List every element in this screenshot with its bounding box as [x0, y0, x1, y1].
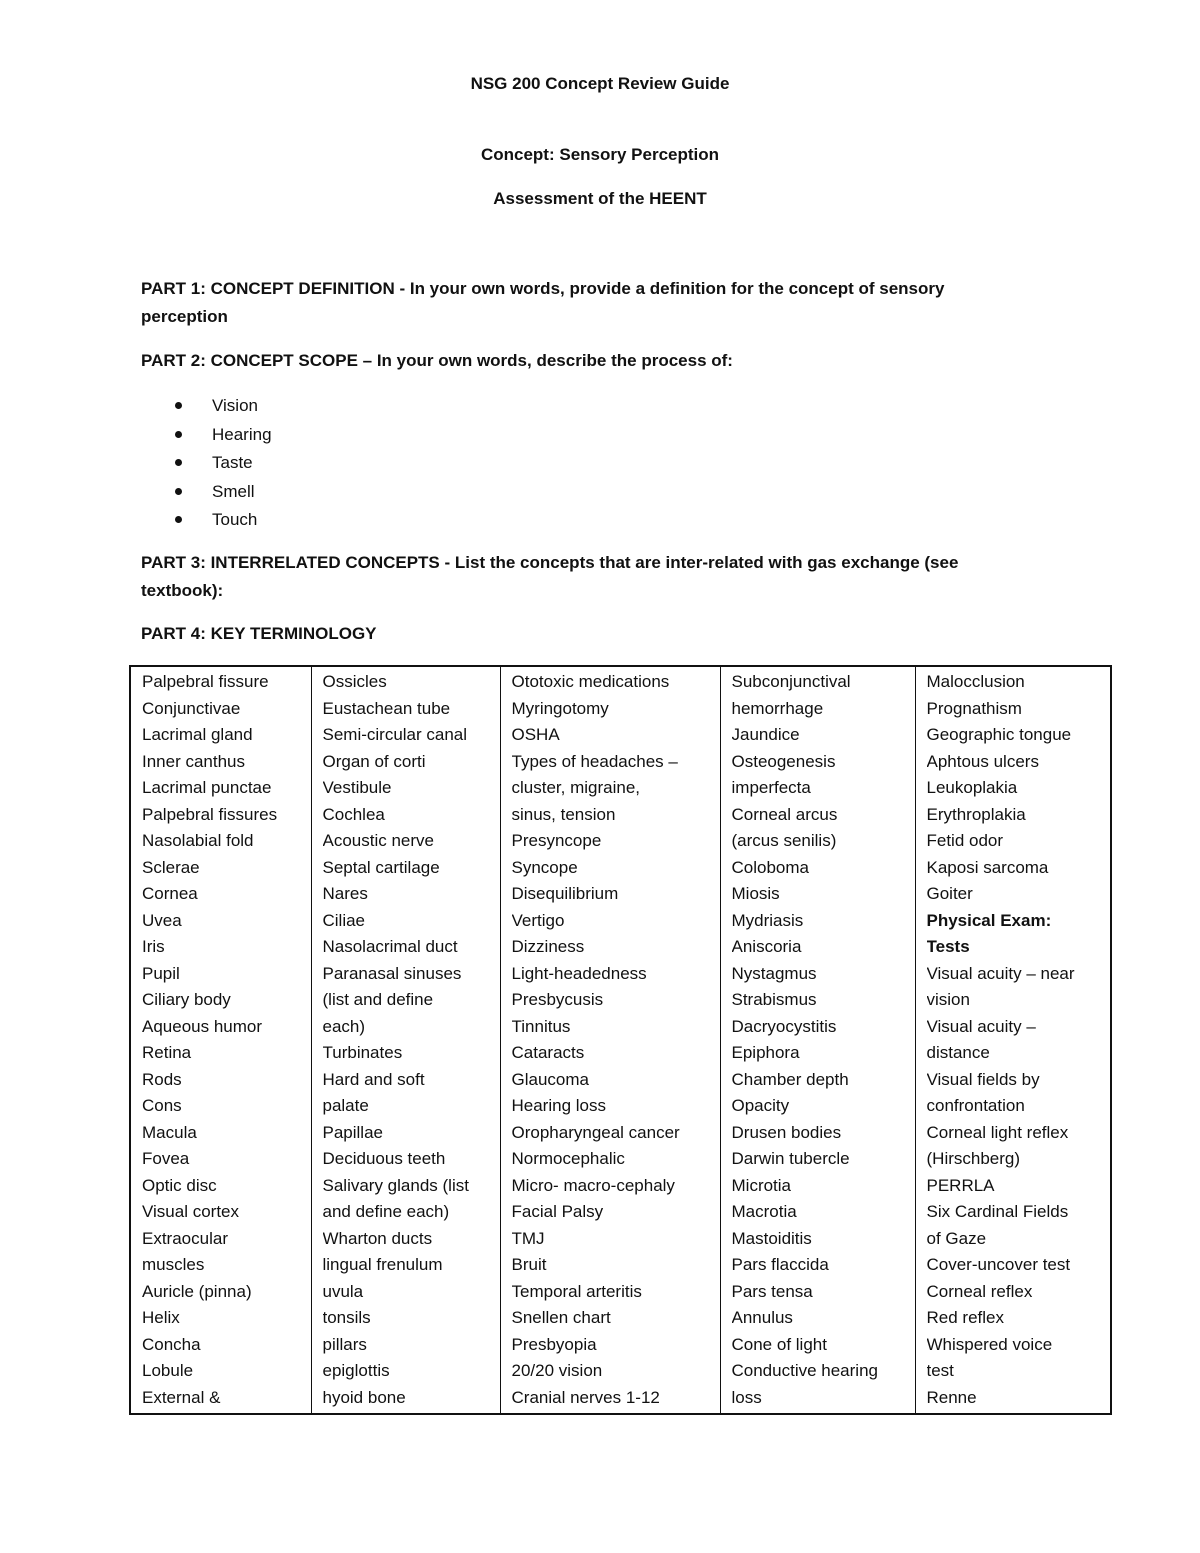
- terminology-column-1: [130, 666, 311, 1414]
- term-item: 20/20 vision: [511, 1361, 603, 1380]
- term-item: Osteogenesis: [731, 751, 836, 771]
- term-item: Vestibule: [322, 778, 392, 797]
- term-item: Myringotomy: [511, 698, 609, 718]
- term-item: Paranasal sinuses: [322, 963, 462, 983]
- term-item: Conjunctivae: [142, 698, 241, 718]
- term-item: Septal cartilage: [322, 857, 440, 877]
- term-item: Conductive hearing: [731, 1361, 878, 1380]
- term-item: Kaposi sarcoma: [926, 857, 1049, 877]
- term-item: Visual acuity – near: [926, 963, 1075, 983]
- bullet-icon: [175, 402, 182, 409]
- list-item: [141, 392, 272, 421]
- list-item-label: Vision: [212, 396, 258, 415]
- term-item: Sclerae: [142, 857, 200, 877]
- part2-heading: PART 2: CONCEPT SCOPE – In your own words, describe the process of:: [141, 351, 733, 370]
- term-item: Turbinates: [322, 1043, 403, 1062]
- term-item: Cataracts: [511, 1043, 585, 1062]
- list-item: [141, 421, 272, 450]
- term-item: Salivary glands (list: [322, 1175, 469, 1195]
- term-item: Cornea: [142, 884, 198, 903]
- term-item: Malocclusion: [926, 672, 1025, 691]
- term-item: Snellen chart: [511, 1308, 611, 1327]
- concept-heading: Concept: Sensory Perception: [480, 145, 720, 164]
- term-item: Coloboma: [731, 857, 809, 877]
- term-item: Nasolabial fold: [142, 831, 254, 850]
- list-item-label: Smell: [212, 481, 255, 501]
- bullet-icon: [175, 459, 182, 466]
- term-item: Light-headedness: [511, 963, 647, 983]
- part3-line1: PART 3: INTERRELATED CONCEPTS - List the concepts that are inter-related with gas exchange (see: [141, 553, 959, 572]
- term-item: Aniscoria: [731, 937, 802, 956]
- terminology-column-3: [500, 666, 720, 1414]
- term-item: tonsils: [322, 1308, 371, 1327]
- term-item: Cone of light: [731, 1334, 827, 1354]
- term-item: Presyncope: [511, 831, 602, 850]
- term-item: PERRLA: [926, 1175, 995, 1195]
- term-item: Iris: [142, 937, 165, 956]
- term-item: and define each): [322, 1202, 450, 1221]
- term-item: OSHA: [511, 725, 560, 744]
- term-item: Micro- macro-cephaly: [511, 1175, 675, 1195]
- part2-bullet-list: [141, 392, 272, 535]
- term-item: Prognathism: [926, 698, 1022, 718]
- term-item: Goiter: [926, 884, 973, 903]
- list-item: [141, 478, 272, 507]
- term-item: Six Cardinal Fields: [926, 1202, 1069, 1221]
- term-item: Subconjunctival: [731, 672, 851, 691]
- term-item: Strabismus: [731, 990, 817, 1009]
- term-item: Nares: [322, 884, 368, 903]
- term-item: Corneal arcus: [731, 804, 838, 824]
- term-item: Papillae: [322, 1122, 383, 1142]
- term-item: Geographic tongue: [926, 725, 1072, 744]
- term-item: Ciliary body: [142, 990, 231, 1009]
- term-item: (list and define: [322, 990, 434, 1009]
- term-item: Semi-circular canal: [322, 725, 468, 744]
- part4-heading: PART 4: KEY TERMINOLOGY: [141, 624, 377, 643]
- term-item: Uvea: [142, 910, 182, 930]
- term-item: Drusen bodies: [731, 1122, 842, 1142]
- term-item: Fovea: [142, 1149, 190, 1168]
- term-item: Cons: [142, 1096, 182, 1115]
- term-item: Facial Palsy: [511, 1202, 604, 1221]
- section-subtitle: Assessment of the HEENT: [493, 189, 707, 208]
- term-item: Palpebral fissures: [142, 804, 278, 824]
- term-item: Aqueous humor: [142, 1016, 263, 1036]
- term-item: lingual frenulum: [322, 1255, 443, 1274]
- term-item: Dacryocystitis: [731, 1016, 837, 1036]
- term-item: Opacity: [731, 1096, 790, 1115]
- term-item: of Gaze: [926, 1228, 987, 1248]
- term-item: Oropharyngeal cancer: [511, 1122, 680, 1142]
- bullet-icon: [175, 516, 182, 523]
- term-item: Dizziness: [511, 937, 585, 956]
- terminology-table: [129, 665, 1112, 1415]
- term-item: Presbycusis: [511, 990, 604, 1009]
- term-item: Corneal reflex: [926, 1281, 1033, 1301]
- part1-line1: PART 1: CONCEPT DEFINITION - In your own words, provide a definition for the concept of sensory: [141, 279, 945, 298]
- term-item: Normocephalic: [511, 1149, 625, 1168]
- term-item: Optic disc: [142, 1175, 217, 1195]
- term-item: palate: [322, 1096, 369, 1115]
- page-title: NSG 200 Concept Review Guide: [470, 74, 730, 93]
- term-item: Presbyopia: [511, 1334, 597, 1354]
- term-item: uvula: [322, 1281, 364, 1301]
- term-item: confrontation: [926, 1096, 1025, 1115]
- terminology-column-5: [915, 666, 1111, 1414]
- term-item: Auricle (pinna): [142, 1281, 252, 1301]
- term-item: Hard and soft: [322, 1069, 425, 1089]
- term-item: Cover-uncover test: [926, 1255, 1071, 1274]
- term-item: test: [926, 1361, 954, 1380]
- term-item: Wharton ducts: [322, 1228, 433, 1248]
- table-row: [130, 666, 1111, 1414]
- term-item: Types of headaches –: [511, 751, 678, 771]
- term-item: Renne: [926, 1387, 977, 1407]
- terminology-column-4: [720, 666, 915, 1414]
- term-item: Jaundice: [731, 725, 800, 744]
- term-item: epiglottis: [322, 1361, 390, 1380]
- term-item: pillars: [322, 1334, 367, 1354]
- term-item: Inner canthus: [142, 751, 246, 771]
- term-item: (Hirschberg): [926, 1149, 1021, 1168]
- part3-line2: textbook):: [141, 581, 224, 600]
- term-item: Tests: [926, 937, 970, 956]
- term-item: Miosis: [731, 884, 780, 903]
- part1-line2: perception: [141, 307, 228, 326]
- term-item: Nystagmus: [731, 963, 817, 983]
- term-item: Leukoplakia: [926, 778, 1018, 797]
- list-item-label: Hearing: [212, 424, 272, 444]
- term-item: Microtia: [731, 1175, 792, 1195]
- term-item: Organ of corti: [322, 751, 426, 771]
- term-item: Pars tensa: [731, 1281, 813, 1301]
- term-item: hemorrhage: [731, 698, 824, 718]
- term-item: Aphtous ulcers: [926, 751, 1039, 771]
- term-item: Ossicles: [322, 672, 387, 691]
- term-item: Helix: [142, 1308, 180, 1327]
- term-item: Ciliae: [322, 910, 366, 930]
- term-item: each): [322, 1016, 366, 1036]
- term-item: Deciduous teeth: [322, 1149, 446, 1168]
- term-item: Lacrimal punctae: [142, 778, 272, 797]
- list-item-label: Taste: [212, 453, 253, 472]
- term-item: Glaucoma: [511, 1069, 589, 1089]
- term-item: Lobule: [142, 1361, 194, 1380]
- term-item: (arcus senilis): [731, 831, 837, 850]
- term-item: Visual cortex: [142, 1202, 240, 1221]
- term-item: Epiphora: [731, 1043, 800, 1062]
- term-item: vision: [926, 990, 970, 1009]
- part3-section: [141, 549, 1041, 605]
- term-item: hyoid bone: [322, 1387, 406, 1407]
- term-item: Hearing loss: [511, 1096, 606, 1115]
- term-item: Lacrimal gland: [142, 725, 253, 744]
- term-item: Corneal light reflex: [926, 1122, 1069, 1142]
- term-item: Rods: [142, 1069, 182, 1089]
- term-item: TMJ: [511, 1228, 545, 1248]
- term-item: Visual fields by: [926, 1069, 1040, 1089]
- term-item: Extraocular: [142, 1228, 228, 1248]
- term-item: Pupil: [142, 963, 180, 983]
- term-item: Retina: [142, 1043, 192, 1062]
- term-item: Erythroplakia: [926, 804, 1026, 824]
- term-item: loss: [731, 1387, 762, 1407]
- term-item: Cochlea: [322, 804, 385, 824]
- term-item: imperfecta: [731, 778, 811, 797]
- term-item: distance: [926, 1043, 990, 1062]
- bullet-icon: [175, 431, 182, 438]
- term-item: Ototoxic medications: [511, 672, 670, 691]
- term-item: Physical Exam:: [926, 910, 1052, 930]
- list-item: [141, 506, 272, 535]
- term-item: Syncope: [511, 857, 578, 877]
- term-item: Annulus: [731, 1308, 793, 1327]
- term-item: sinus, tension: [511, 804, 616, 824]
- list-item-label: Touch: [212, 510, 258, 529]
- term-item: Darwin tubercle: [731, 1149, 850, 1168]
- term-item: Nasolacrimal duct: [322, 937, 458, 956]
- term-item: Mastoiditis: [731, 1228, 812, 1248]
- term-item: muscles: [142, 1255, 205, 1274]
- term-item: Red reflex: [926, 1308, 1004, 1327]
- term-item: Disequilibrium: [511, 884, 619, 903]
- term-item: Macula: [142, 1122, 197, 1142]
- term-item: Chamber depth: [731, 1069, 849, 1089]
- term-item: Visual acuity –: [926, 1016, 1036, 1036]
- term-item: Pars flaccida: [731, 1255, 829, 1274]
- term-item: Whispered voice: [926, 1334, 1053, 1354]
- term-item: External &: [142, 1387, 221, 1407]
- terminology-column-2: [311, 666, 500, 1414]
- term-item: Acoustic nerve: [322, 831, 434, 850]
- term-item: Macrotia: [731, 1202, 797, 1221]
- part1-section: [141, 275, 1041, 331]
- term-item: Concha: [142, 1334, 201, 1354]
- list-item: [141, 449, 272, 478]
- term-item: Tinnitus: [511, 1016, 571, 1036]
- term-item: cluster, migraine,: [511, 778, 640, 797]
- bullet-icon: [175, 488, 182, 495]
- term-item: Eustachean tube: [322, 698, 451, 718]
- term-item: Temporal arteritis: [511, 1281, 642, 1301]
- term-item: Vertigo: [511, 910, 565, 930]
- term-item: Mydriasis: [731, 910, 804, 930]
- term-item: Bruit: [511, 1255, 547, 1274]
- term-item: Cranial nerves 1-12: [511, 1387, 660, 1407]
- term-item: Fetid odor: [926, 831, 1004, 850]
- term-item: Palpebral fissure: [142, 672, 269, 691]
